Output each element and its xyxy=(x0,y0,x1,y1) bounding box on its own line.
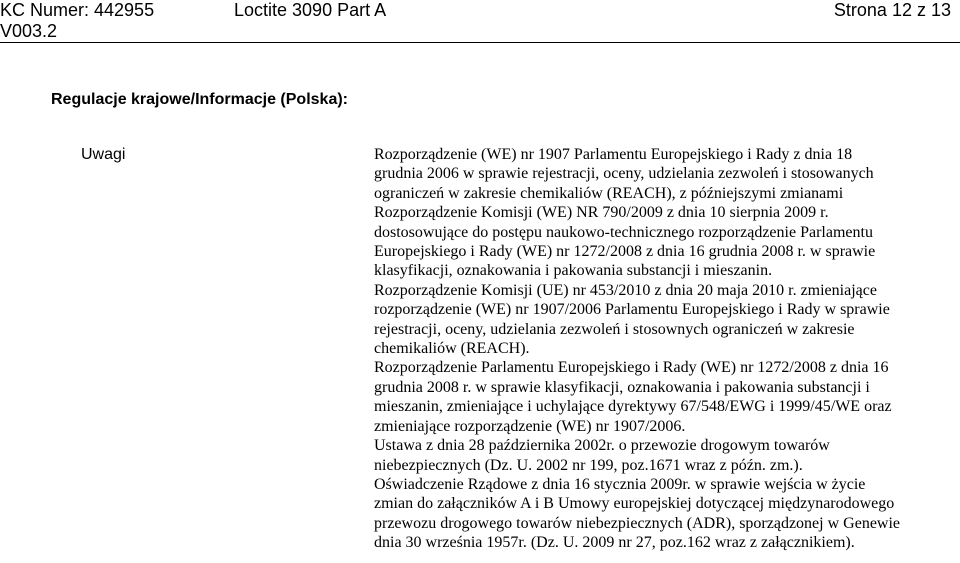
remarks-line: rozporządzenie (WE) nr 1907/2006 Parlamentu Europejskiego i Rady w sprawie xyxy=(374,301,890,319)
remarks-line: Rozporządzenie Parlamentu Europejskiego i Rady (WE) nr 1272/2008 z dnia 16 xyxy=(374,359,889,377)
remarks-line: ograniczeń w zakresie chemikaliów (REACH), z późniejszymi zmianami xyxy=(374,184,844,202)
remarks-line: Europejskiego i Rady (WE) nr 1272/2008 z dnia 16 grudnia 2008 r. w sprawie xyxy=(374,243,876,261)
section-heading: Regulacje krajowe/Informacje (Polska): xyxy=(51,91,348,108)
remarks-line: rejestracji, oceny, udzielania zezwoleń i stosownych ograniczeń w zakresie xyxy=(374,320,855,338)
remarks-line: Oświadczenie Rządowe z dnia 16 stycznia 2009r. w sprawie wejścia w życie xyxy=(374,475,866,493)
remarks-line: klasyfikacji, oznakowania i pakowania substancji i mieszanin. xyxy=(374,262,773,280)
remarks-line: Rozporządzenie (WE) nr 1907 Parlamentu Europejskiego i Rady z dnia 18 xyxy=(374,146,853,163)
page-header xyxy=(0,0,960,44)
remarks-label: Uwagi xyxy=(81,146,126,163)
remarks-line: grudnia 2006 w sprawie rejestracji, oceny, udzielania zezwoleń i stosowanych xyxy=(374,165,874,183)
remarks-line: zmian do załączników A i B Umowy europejskiej dotyczącej międzynarodowego xyxy=(374,495,895,513)
header-divider xyxy=(0,42,960,43)
remarks-line: Rozporządzenie Komisji (UE) nr 453/2010 z dnia 20 maja 2010 r. zmieniające xyxy=(374,281,877,299)
remarks-line: grudnia 2008 r. w sprawie klasyfikacji, oznakowania i pakowania substancji i xyxy=(374,378,870,396)
document-number: KC Numer: 442955 xyxy=(0,0,155,20)
remarks-line: zmieniające rozporządzenie (WE) nr 1907/2006. xyxy=(374,417,686,435)
product-name: Loctite 3090 Part A xyxy=(234,0,387,20)
document-version: V003.2 xyxy=(0,21,58,41)
remarks-line: dnia 30 września 1957r. (Dz. U. 2009 nr 27, poz.162 wraz z załącznikiem). xyxy=(374,534,855,552)
remarks-line: Ustawa z dnia 28 października 2002r. o przewozie drogowym towarów xyxy=(374,437,830,455)
remarks-text xyxy=(374,145,956,553)
remarks-line: mieszanin, zmieniające i uchylające dyrektywy 67/548/EWG i 1999/45/WE oraz xyxy=(374,398,892,416)
remarks-line: przewozu drogowego towarów niebezpiecznych (ADR), sporządzonej w Genewie xyxy=(374,514,901,532)
remarks-line: Rozporządzenie Komisji (WE) NR 790/2009 z dnia 10 sierpnia 2009 r. xyxy=(374,204,829,222)
page-number: Strona 12 z 13 xyxy=(833,0,951,20)
remarks-line: niebezpiecznych (Dz. U. 2002 nr 199, poz.1671 wraz z późn. zm.). xyxy=(374,456,803,474)
remarks-line: chemikaliów (REACH). xyxy=(374,340,530,358)
remarks-line: dostosowujące do postępu naukowo-technicznego rozporządzenie Parlamentu xyxy=(374,223,873,241)
